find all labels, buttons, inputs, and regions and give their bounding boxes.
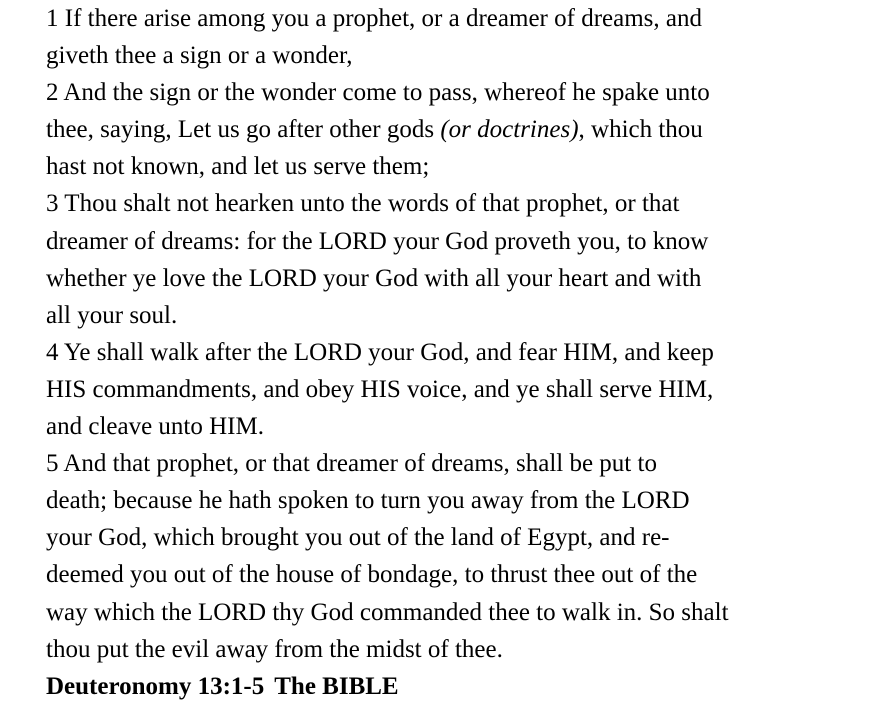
verse-2-italic-note: (or doctrines) [440, 116, 579, 144]
verse-4-line-2: HIS commandments, and obey HIS voice, and ye shall serve HIM, [46, 375, 714, 403]
scripture-passage [46, 0, 866, 705]
verse-1-line-1: 1 If there arise among you a prophet, or a dreamer of dreams, and [46, 5, 702, 32]
verse-5-line-2: death; because he hath spoken to turn you away from the LORD [46, 487, 690, 515]
verse-5-line-6: thou put the evil away from the midst of thee. [46, 635, 503, 663]
verse-5-line-1: 5 And that prophet, or that dreamer of dreams, shall be put to [46, 450, 657, 478]
verse-4 [46, 334, 866, 445]
verse-1-line-2: giveth thee a sign or a wonder, [46, 42, 353, 70]
verse-1 [46, 0, 866, 74]
verse-4-line-3: and cleave unto HIM. [46, 413, 264, 441]
scripture-citation [46, 668, 866, 705]
verse-2 [46, 74, 866, 185]
verse-2-line-3: hast not known, and let us serve them; [46, 153, 430, 181]
verse-3-line-4: all your soul. [46, 301, 178, 329]
verse-3-line-3: whether ye love the LORD your God with all your heart and with [46, 264, 702, 292]
verse-2-line-1: 2 And the sign or the wonder come to pass, whereof he spake unto [46, 79, 710, 107]
citation-reference: Deuteronomy 13:1-5 [46, 672, 265, 700]
verse-2-line-2-tail: , which thou [578, 116, 703, 144]
verse-2-line-2-text: thee, saying, Let us go after other gods [46, 116, 441, 144]
verse-2-line-2 [46, 111, 866, 148]
verse-5-line-3: your God, which brought you out of the land of Egypt, and re- [46, 524, 670, 552]
verse-3-line-2: dreamer of dreams: for the LORD your God proveth you, to know [46, 227, 709, 255]
verse-5-line-5: way which the LORD thy God commanded thee to walk in. So shalt [46, 598, 729, 626]
verse-3 [46, 185, 866, 333]
citation-source: The BIBLE [274, 672, 399, 700]
verse-3-line-1: 3 Thou shalt not hearken unto the words of that prophet, or that [46, 190, 680, 218]
verse-4-line-1: 4 Ye shall walk after the LORD your God, and fear HIM, and keep [46, 338, 714, 366]
verse-5-line-4: deemed you out of the house of bondage, to thrust thee out of the [46, 561, 698, 589]
verse-5 [46, 445, 866, 668]
